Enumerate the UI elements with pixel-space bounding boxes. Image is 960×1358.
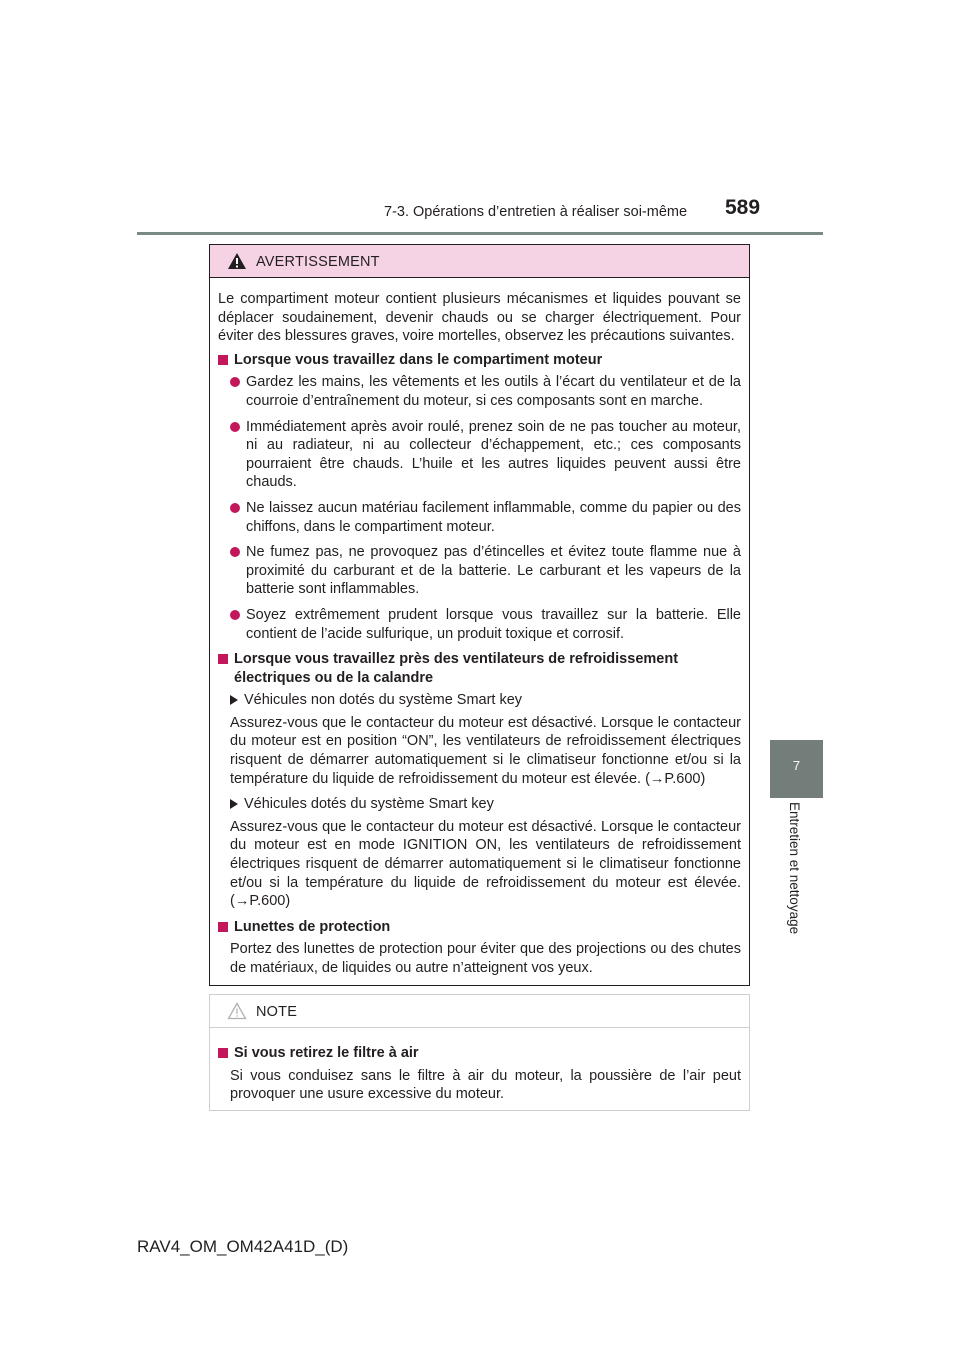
paragraph: Portez des lunettes de protection pour éviter que des projections ou des chutes de matériaux, de liquides ou autre n’atteignent vos yeux. [230, 941, 741, 976]
circle-bullet-icon [230, 503, 240, 513]
list-item [230, 373, 741, 410]
note-title: NOTE [256, 1004, 298, 1020]
caution-triangle-icon [227, 1002, 247, 1020]
note-body [210, 1028, 749, 1104]
paragraph: Assurez-vous que le contacteur du moteur est désactivé. Lorsque le contacteur du moteur est en position “ON”, les ventilateurs de refroidissement électriques risquent de démarrer automatiquement si le climatiseur fonctionne et/ou si la température du liquide de refroidissement du moteur est élevée. (→P.600) [230, 714, 741, 787]
header-divider [137, 232, 823, 235]
square-bullet-icon [218, 355, 228, 365]
section-heading-text: Lorsque vous travaillez dans le compartiment moteur [234, 351, 603, 368]
circle-bullet-icon [230, 610, 240, 620]
note-box [209, 994, 750, 1111]
section-heading-text: Lunettes de protection [234, 918, 391, 935]
list-item [230, 499, 741, 536]
list-item-text: Gardez les mains, les vêtements et les outils à l’écart du ventilateur et de la courroie d’entraînement du moteur, si ces composants sont en marche. [246, 374, 741, 409]
warning-header [210, 245, 749, 278]
list-item [230, 418, 741, 492]
chapter-tab [770, 740, 823, 798]
running-header-section: 7-3. Opérations d’entretien à réaliser soi-même [384, 204, 688, 220]
list-item-text: Ne fumez pas, ne provoquez pas d’étincelles et évitez toute flamme nue à proximité du carburant et de la batterie. Le carburant et les vapeurs de la batterie sont inflammables. [246, 544, 741, 598]
sub-heading [230, 691, 741, 710]
chapter-number: 7 [792, 758, 801, 773]
circle-bullet-icon [230, 422, 240, 432]
square-bullet-icon [218, 654, 228, 664]
paragraph: Si vous conduisez sans le filtre à air du moteur, la poussière de l’air peut provoquer une usure excessive du moteur. [230, 1067, 741, 1103]
section-heading [218, 351, 741, 370]
warning-box [209, 244, 750, 986]
sub-heading-text: Véhicules dotés du système Smart key [244, 796, 494, 813]
paragraph: Assurez-vous que le contacteur du moteur est désactivé. Lorsque le contacteur du moteur est en mode IGNITION ON, les ventilateurs de refroidissement électriques risquent de démarrer automatiquement si le climatiseur fonctionne et/ou si la température du liquide de refroidissement du moteur est élevée. (→P.600) [230, 818, 741, 910]
section-heading-text: Lorsque vous travaillez près des ventilateurs de refroidissement électriques ou de la calandre [234, 651, 679, 686]
circle-bullet-icon [230, 547, 240, 557]
footer-code: RAV4_OM_OM42A41D_(D) [137, 1237, 349, 1256]
square-bullet-icon [218, 922, 228, 932]
list-item-text: Ne laissez aucun matériau facilement inflammable, comme du papier ou des chiffons, dans le compartiment moteur. [246, 499, 741, 535]
warning-intro: Le compartiment moteur contient plusieurs mécanismes et liquides pouvant se déplacer soudainement, devenir chauds ou se charger électriquement. Pour éviter des blessures graves, voire mortelles, observez les précautions suivantes. [218, 291, 741, 345]
sub-heading-text: Véhicules non dotés du système Smart key [244, 692, 523, 709]
list-item-text: Immédiatement après avoir roulé, prenez soin de ne pas toucher au moteur, ni au radiateur, ni au collecteur d’échappement, etc.; ces composants pourraient être chauds. L’huile et les autres liquides peuvent aussi être chauds. [246, 418, 741, 491]
list-item [230, 543, 741, 599]
circle-bullet-icon [230, 377, 240, 387]
section-heading [218, 650, 741, 687]
section-heading-text: Si vous retirez le filtre à air [234, 1045, 419, 1061]
warning-triangle-icon [227, 252, 247, 270]
square-bullet-icon [218, 1048, 228, 1058]
page-number: 589 [725, 196, 761, 219]
section-heading [218, 918, 741, 937]
sub-heading [230, 795, 741, 814]
chapter-label: Entretien et nettoyage [787, 802, 802, 935]
list-item-text: Soyez extrêmement prudent lorsque vous travaillez sur la batterie. Elle contient de l’acide sulfurique, un produit toxique et corrosif. [246, 606, 741, 642]
list-item [230, 606, 741, 643]
section-heading [218, 1044, 741, 1063]
arrow-bullet-icon [230, 695, 238, 705]
warning-body [210, 278, 749, 978]
note-header [210, 995, 749, 1028]
warning-title: AVERTISSEMENT [256, 254, 380, 270]
arrow-bullet-icon [230, 799, 238, 809]
